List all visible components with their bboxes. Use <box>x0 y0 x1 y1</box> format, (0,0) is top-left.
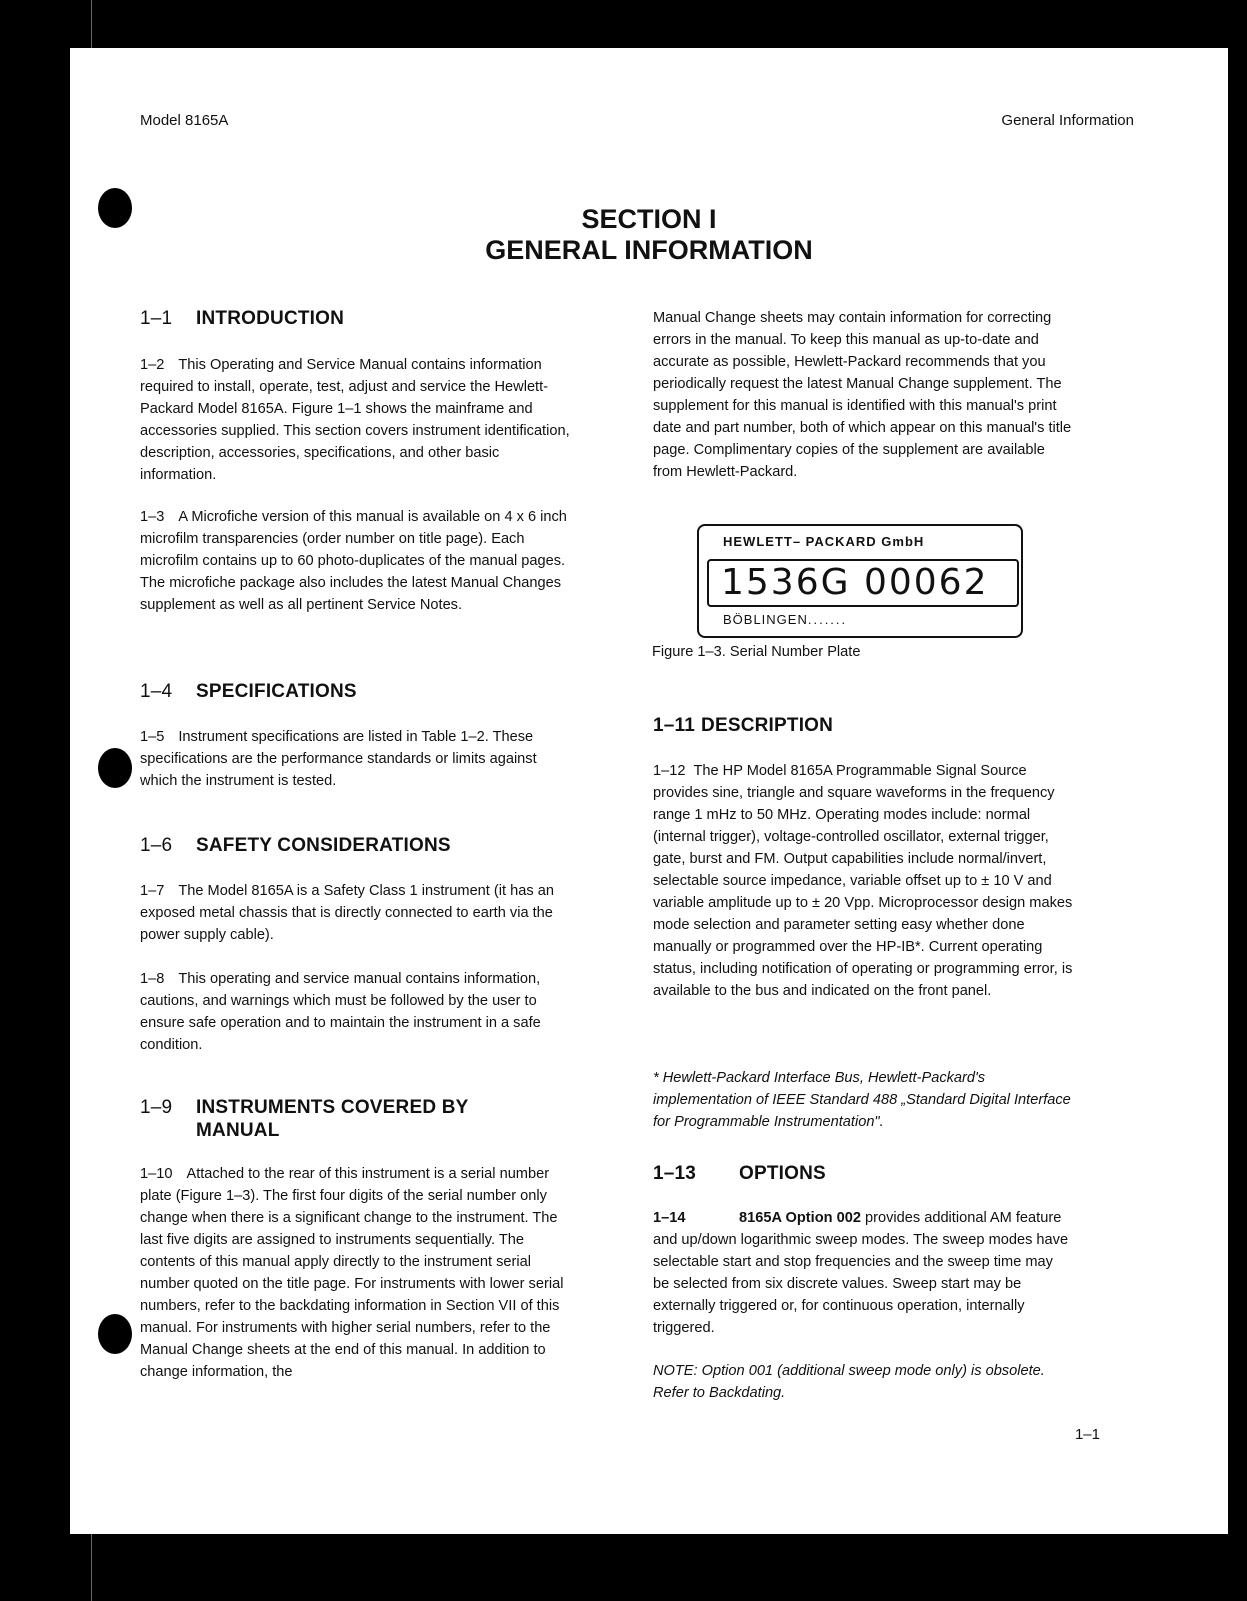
plate-location <box>723 612 847 627</box>
heading-number: 1–1 <box>140 308 173 329</box>
paragraph-1-12 <box>653 760 1073 1002</box>
paragraph-text: provides additional AM feature and up/down logarithmic sweep modes. The sweep modes have selectable start and stop frequencies and the sweep time may be selected from six discrete values. Sweep start may be externally triggered or, for continuous operation, internally triggered. <box>653 1210 1069 1336</box>
heading-specifications <box>140 681 357 703</box>
heading-number: 1–11 <box>653 715 696 736</box>
heading-number: 1–9 <box>140 1097 173 1118</box>
header-model: Model 8165A <box>140 112 229 129</box>
paragraph-number: 1–14 <box>653 1210 686 1226</box>
paragraph-number: 1–8 <box>140 971 165 987</box>
heading-text: SPECIFICATIONS <box>196 681 357 702</box>
paragraph-1-7 <box>140 880 570 946</box>
serial-number-plate <box>697 524 1023 638</box>
heading-number: 1–6 <box>140 835 173 856</box>
paragraph-text: The Model 8165A is a Safety Class 1 instrument (it has an exposed metal chassis that is directly connected to earth via the power supply cable). <box>140 883 554 943</box>
option-name: 8165A Option 002 <box>739 1210 861 1226</box>
scan-artifact <box>91 0 92 48</box>
note-option-001: NOTE: Option 001 (additional sweep mode only) is obsolete. Refer to Backdating. <box>653 1363 1045 1401</box>
heading-text: OPTIONS <box>739 1163 826 1184</box>
heading-text: DESCRIPTION <box>701 715 834 736</box>
plate-location-dots: ....... <box>807 612 848 627</box>
paragraph-1-5 <box>140 726 570 792</box>
heading-instruments-covered <box>140 1096 500 1142</box>
heading-text: INSTRUMENTS COVERED BY MANUAL <box>196 1097 469 1141</box>
header-section: General Information <box>1001 112 1134 129</box>
punch-hole <box>98 748 132 788</box>
paragraph-text: A Microfiche version of this manual is available on 4 x 6 inch microfilm transparencies (order number on title page). Each microfilm contains up to 60 photo-duplicates of the manual pages. The microfiche package also includes the latest Manual Changes supplement as well as all pertinent Service Notes. <box>140 509 567 613</box>
paragraph-number: 1–12 <box>653 763 686 779</box>
punch-hole <box>98 1314 132 1354</box>
paragraph-1-10 <box>140 1163 570 1383</box>
paragraph-1-14 <box>653 1207 1073 1339</box>
heading-options <box>653 1163 826 1185</box>
heading-description <box>653 715 833 737</box>
paragraph-number: 1–7 <box>140 883 165 899</box>
heading-introduction <box>140 308 344 330</box>
document-page <box>70 48 1228 1534</box>
heading-number: 1–13 <box>653 1163 697 1184</box>
paragraph-text: This Operating and Service Manual contains information required to install, operate, test, adjust and service the Hewlett-Packard Model 8165A. Figure 1–1 shows the mainframe and accessories supplied. This section covers instrument identification, description, accessories, specifications, and other basic information. <box>140 357 570 483</box>
paragraph-1-10-continued: Manual Change sheets may contain information for correcting errors in the manual. To keep this manual as up-to-date and accurate as possible, Hewlett-Packard recommends that you periodically request the latest Manual Change supplement. The supplement for this manual is identified with this manual's print date and part number, both of which appear on this manual's title page. Complimentary copies of the supplement are available from Hewlett-Packard. <box>653 310 1072 480</box>
footnote-hpib: * Hewlett-Packard Interface Bus, Hewlett-Packard's implementation of IEEE Standard 488 „Standard Digital Interface for Programmable Instrumentation". <box>653 1070 1071 1130</box>
paragraph-text: The HP Model 8165A Programmable Signal Source provides sine, triangle and square waveforms in the frequency range 1 mHz to 50 MHz. Operating modes include: normal (internal trigger), voltage-controlled oscillator, external trigger, gate, burst and FM. Output capabilities include normal/invert, selectable source impedance, variable offset up to ± 10 V and variable amplitude up to ± 20 Vpp. Microprocessor design makes mode selection and parameter setting easy whether done manually or programmed over the HP-IB*. Current operating status, including notification of operating or programming error, is available to the bus and indicated on the front panel. <box>653 763 1073 999</box>
plate-serial-number: 1536G 00062 <box>707 559 1019 607</box>
scan-artifact <box>91 1534 92 1601</box>
paragraph-text: Instrument specifications are listed in Table 1–2. These specifications are the performance standards or limits against which the instrument is tested. <box>140 729 537 789</box>
paragraph-text: Attached to the rear of this instrument is a serial number plate (Figure 1–3). The first four digits of the serial number only change when there is a significant change to the instrument. The last five digits are assigned to instruments sequentially. The contents of this manual apply directly to the instrument serial number quoted on the title page. For instruments with lower serial numbers, refer to the backdating information in Section VII of this manual. For instruments with higher serial numbers, refer to the Manual Change sheets at the end of this manual. In addition to change information, the <box>140 1166 564 1380</box>
paragraph-1-2 <box>140 354 570 486</box>
paragraph-number: 1–10 <box>140 1166 173 1182</box>
paragraph-number: 1–3 <box>140 509 165 525</box>
heading-text: SAFETY CONSIDERATIONS <box>196 835 451 856</box>
heading-safety <box>140 835 451 857</box>
heading-number: 1–4 <box>140 681 173 702</box>
paragraph-1-8 <box>140 968 570 1056</box>
figure-caption: Figure 1–3. Serial Number Plate <box>652 644 861 660</box>
paragraph-text: This operating and service manual contains information, cautions, and warnings which must be followed by the user to ensure safe operation and to maintain the instrument in a safe condition. <box>140 971 541 1053</box>
paragraph-number: 1–5 <box>140 729 165 745</box>
page-number: 1–1 <box>1074 1426 1100 1443</box>
paragraph-number: 1–2 <box>140 357 165 373</box>
plate-manufacturer: HEWLETT– PACKARD GmbH <box>723 534 925 549</box>
plate-location-text: BÖBLINGEN <box>723 612 808 627</box>
paragraph-1-3 <box>140 506 570 616</box>
heading-text: INTRODUCTION <box>196 308 345 329</box>
section-subtitle: GENERAL INFORMATION <box>485 235 813 265</box>
section-title: SECTION I <box>581 204 717 234</box>
